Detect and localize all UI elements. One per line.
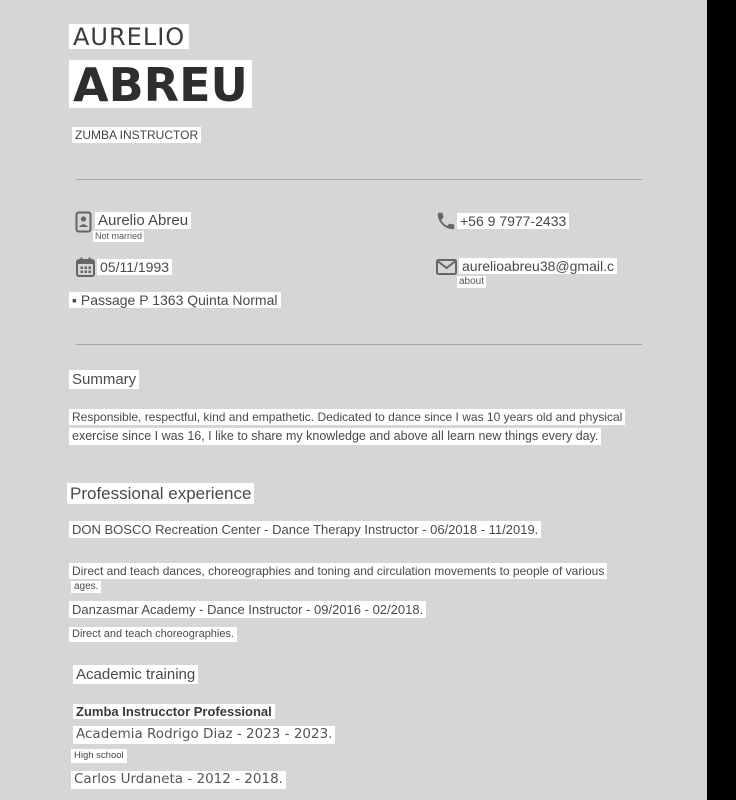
experience-item-desc: Direct and teach choreographies. [69, 627, 237, 642]
email-note: about [459, 276, 485, 287]
summary-line-1: Responsible, respectful, kind and empathetic. Dedicated to dance since I was 10 years old and physical [69, 409, 625, 425]
first-name: AURELIO [69, 24, 189, 49]
calendar-icon [76, 257, 95, 277]
marital-status: Not married [95, 231, 143, 241]
education-heading: Academic training [73, 665, 198, 684]
address-text: Passage P 1363 Quinta Normal [80, 292, 278, 308]
summary-line-2: exercise since I was 16, I like to share my knowledge and above all learn new things every day. [69, 428, 601, 445]
education-item-institution: Academia Rodrigo Diaz - 2023 - 2023. [73, 726, 335, 744]
bullet-icon: ▪ [72, 292, 81, 308]
person-badge-icon [75, 211, 92, 233]
experience-item-desc-cont: ages. [71, 581, 101, 593]
mail-icon [436, 259, 457, 275]
middle-divider [76, 344, 642, 345]
education-item-title: Zumba Instrucctor Professional [73, 704, 275, 719]
top-divider [76, 179, 642, 180]
job-title: ZUMBA INSTRUCTOR [72, 127, 201, 143]
experience-item-title: DON BOSCO Recreation Center - Dance Therapy Instructor - 06/2018 - 11/2019. [69, 521, 541, 538]
contact-name: Aurelio Abreu [95, 212, 191, 229]
birth-date: 05/11/1993 [97, 259, 172, 275]
experience-heading: Professional experience [67, 483, 254, 504]
summary-heading: Summary [69, 370, 139, 389]
address [69, 292, 281, 308]
education-item-institution: Carlos Urdaneta - 2012 - 2018. [71, 771, 286, 789]
phone-number: +56 9 7977-2433 [457, 213, 569, 229]
last-name: ABREU [69, 60, 252, 108]
education-item-title: High school [71, 749, 127, 763]
email-address: aurelioabreu38@gmail.c [459, 258, 617, 274]
phone-icon [435, 210, 457, 232]
experience-item-title: Danzasmar Academy - Dance Instructor - 09/2016 - 02/2018. [69, 601, 426, 618]
experience-item-desc: Direct and teach dances, choreographies and toning and circulation movements to people of various [69, 563, 607, 579]
